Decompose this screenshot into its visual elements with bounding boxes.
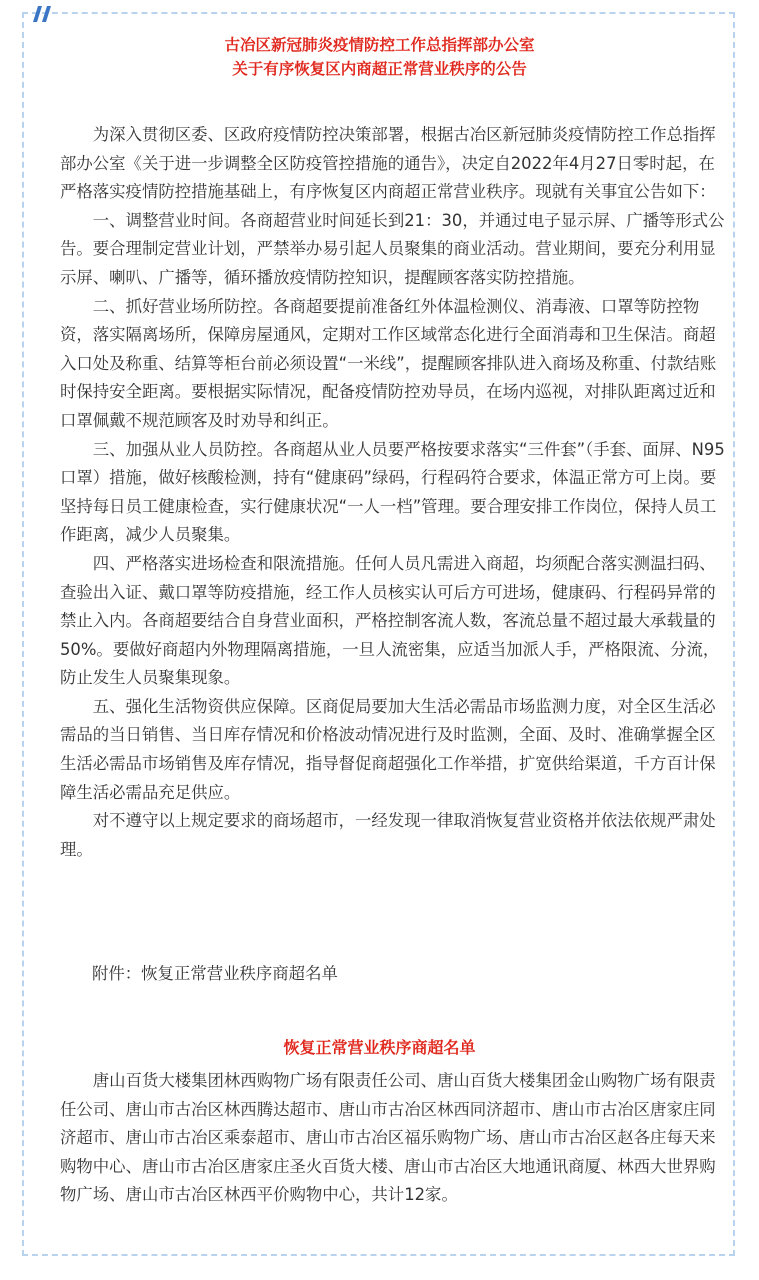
notice-title-line-2: 关于有序恢复区内商超正常营业秩序的公告 — [232, 60, 527, 78]
double-slash-icon — [32, 4, 54, 24]
appendix-title: 恢复正常营业秩序商超名单 — [283, 1038, 476, 1057]
intro-paragraph: 为深入贯彻区委、区政府疫情防控决策部署，根据古冶区新冠肺炎疫情防控工作总指挥部办公室《关于进一步调整全区防疫管控措施的通告》，决定自2022年4月27日零时起，在严格落实疫情防控措施基础上，有序恢复区内商超正常营业秩序。现就有关事宜公告如下： — [60, 125, 716, 202]
store-list-paragraph: 唐山百货大楼集团林西购物广场有限责任公司、唐山百货大楼集团金山购物广场有限责任公司、唐山市古冶区林西腾达超市、唐山市古冶区林西同济超市、唐山市古冶区唐家庄同济超市、唐山市古冶区乘泰超市、唐山市古冶区福乐购物广场、唐山市古冶区赵各庄每天来购物中心、唐山市古冶区唐家庄圣火百货大楼、唐山市古冶区大地通讯商厦、林西大世界购物广场、唐山市古冶区林西平价购物中心，共计12家。 — [60, 1071, 716, 1205]
attachment-line: 附件：恢复正常营业秩序商超名单 — [92, 964, 338, 983]
item-1-paragraph: 一、调整营业时间。各商超营业时间延长到21：30，并通过电子显示屏、广播等形式公告。要合理制定营业计划，严禁举办易引起人员聚集的商业活动。营业期间，要充分利用显示屏、喇叭、广播等，循环播放疫情防控知识，提醒顾客落实防控措施。 — [60, 210, 725, 287]
notice-body — [60, 121, 730, 864]
closing-paragraph: 对不遵守以上规定要求的商场超市，一经发现一律取消恢复营业资格并依法依规严肃处理。 — [60, 811, 716, 859]
item-3-paragraph: 三、加强从业人员防控。各商超从业人员要严格按要求落实“三件套”（手套、面屏、N95口罩）措施，做好核酸检测，持有“健康码”绿码，行程码符合要求，体温正常方可上岗。要坚持每日员工健康检查，实行健康状况“一人一档”管理。要合理安排工作岗位，保持人员工作距离，减少人员聚集。 — [60, 439, 725, 545]
item-5-paragraph: 五、强化生活物资供应保障。区商促局要加大生活必需品市场监测力度，对全区生活必需品的当日销售、当日库存情况和价格波动情况进行及时监测，全面、及时、准确掌握全区生活必需品市场销售及库存情况，指导督促商超强化工作举措，扩宽供给渠道，千方百计保障生活必需品充足供应。 — [60, 696, 716, 802]
item-4-paragraph: 四、严格落实进场检查和限流措施。任何人员凡需进入商超，均须配合落实测温扫码、查验出入证、戴口罩等防疫措施，经工作人员核实认可后方可进场，健康码、行程码异常的禁止入内。各商超要结合自身营业面积，严格控制客流人数，客流总量不超过最大承载量的50%。要做好商超内外物理隔离措施，一旦人流密集，应适当加派人手，严格限流、分流，防止发生人员聚集现象。 — [60, 553, 720, 688]
notice-title-line-1: 古冶区新冠肺炎疫情防控工作总指挥部办公室 — [224, 36, 535, 54]
appendix-body — [60, 1067, 722, 1210]
item-2-paragraph: 二、抓好营业场所防控。各商超要提前准备红外体温检测仪、消毒液、口罩等防控物资，落实隔离场所，保障房屋通风，定期对工作区域常态化进行全面消毒和卫生保洁。商超入口处及称重、结算等柜台前必须设置“一米线”，提醒顾客排队进入商场及称重、付款结账时保持安全距离。要根据实际情况，配备疫情防控劝导员，在场内巡视，对排队距离过近和口罩佩戴不规范顾客及时劝导和纠正。 — [60, 296, 717, 430]
